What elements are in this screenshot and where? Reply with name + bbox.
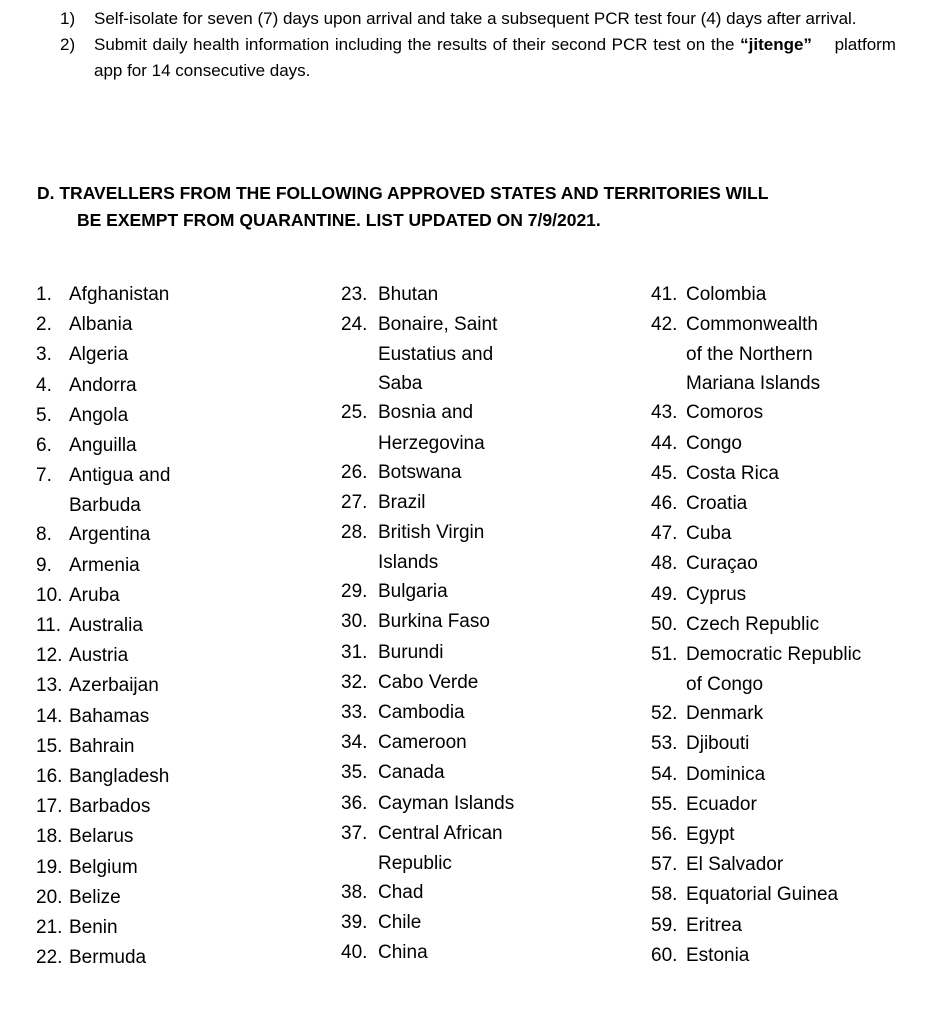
country-name-line: Central African — [378, 822, 503, 844]
country-list-item — [341, 819, 551, 878]
country-number: 58. — [651, 884, 678, 906]
country-name-line: El Salvador — [686, 854, 784, 876]
country-name-line: Eritrea — [686, 914, 742, 936]
country-number: 25. — [341, 402, 368, 424]
country-name-line: Barbados — [69, 796, 151, 818]
country-list-item — [341, 789, 551, 819]
country-list-item — [651, 549, 931, 579]
country-number: 6. — [36, 435, 52, 457]
country-number: 5. — [36, 404, 52, 426]
country-number: 39. — [341, 912, 368, 934]
country-name-line: Belize — [69, 886, 121, 908]
country-list-item — [651, 640, 931, 699]
country-name — [686, 941, 931, 971]
country-name-line: Bosnia and — [378, 402, 474, 424]
country-name — [69, 611, 316, 641]
country-number: 16. — [36, 766, 63, 788]
country-number: 35. — [341, 762, 368, 784]
country-name-line: Cabo Verde — [378, 671, 479, 693]
country-name — [686, 580, 931, 610]
country-list-item — [36, 883, 316, 913]
country-list-item — [341, 577, 551, 607]
country-name — [686, 820, 931, 850]
requirement-item — [60, 6, 896, 32]
country-name-continuation: Republic — [378, 853, 452, 875]
country-number: 23. — [341, 284, 368, 305]
country-number: 24. — [341, 314, 368, 336]
country-name-line: Commonwealth — [686, 314, 818, 336]
country-name — [69, 762, 316, 792]
country-name-line: Brazil — [378, 491, 426, 513]
country-name — [378, 280, 551, 310]
country-name — [686, 310, 931, 398]
country-name — [686, 459, 931, 489]
country-list-item — [341, 638, 551, 668]
country-name — [378, 698, 551, 728]
country-name-line: Colombia — [686, 284, 767, 305]
country-name — [686, 549, 931, 579]
country-list-item — [651, 790, 931, 820]
country-number: 57. — [651, 854, 678, 876]
country-name-line: Bermuda — [69, 947, 147, 969]
country-number: 19. — [36, 856, 63, 878]
country-name — [69, 581, 316, 611]
country-name — [378, 458, 551, 488]
country-name-line: Bulgaria — [378, 581, 448, 603]
requirement-item — [60, 32, 896, 84]
country-list-item — [36, 913, 316, 943]
country-name — [378, 518, 551, 577]
country-number: 51. — [651, 644, 678, 666]
country-list-item — [651, 580, 931, 610]
country-name-line: Croatia — [686, 493, 748, 515]
requirement-number: 2) — [60, 35, 76, 54]
country-name — [69, 551, 316, 581]
country-number: 7. — [36, 465, 52, 487]
country-name-line: Albania — [69, 314, 133, 336]
country-name — [69, 310, 316, 340]
country-name — [69, 520, 316, 550]
country-name-line: Burkina Faso — [378, 611, 490, 633]
country-list-item — [651, 489, 931, 519]
country-number: 43. — [651, 402, 678, 424]
country-name-line: Djibouti — [686, 733, 750, 755]
country-name — [686, 699, 931, 729]
app-name: “jitenge” — [740, 35, 812, 54]
country-name-continuation: of the Northern — [686, 344, 813, 366]
country-number: 53. — [651, 733, 678, 755]
country-number: 12. — [36, 645, 63, 667]
country-name-line: China — [378, 942, 428, 964]
country-name — [686, 610, 931, 640]
country-number: 17. — [36, 796, 63, 818]
country-number: 2. — [36, 314, 52, 336]
country-list-item — [36, 822, 316, 852]
country-list-item — [341, 280, 551, 310]
country-list-item — [36, 401, 316, 431]
country-name-line: Benin — [69, 917, 118, 939]
country-name — [378, 638, 551, 668]
country-name — [686, 850, 931, 880]
country-name — [69, 732, 316, 762]
country-name — [69, 702, 316, 732]
country-name — [378, 938, 551, 968]
country-list-item — [341, 488, 551, 518]
country-name-continuation: Barbuda — [69, 495, 141, 517]
country-name-line: Austria — [69, 645, 129, 667]
country-name — [69, 431, 316, 461]
country-name-line: Argentina — [69, 524, 151, 546]
country-list-item — [341, 908, 551, 938]
country-list-item — [36, 280, 316, 310]
country-list-item — [651, 850, 931, 880]
country-name — [69, 671, 316, 701]
section-heading — [37, 180, 897, 234]
country-name-line: Ecuador — [686, 793, 757, 815]
country-name-line: Belarus — [69, 826, 134, 848]
country-number: 15. — [36, 735, 63, 757]
country-list-item — [36, 792, 316, 822]
country-name-line: Cyprus — [686, 583, 747, 605]
requirement-text-part: Submit daily health information including the results of their second PCR test on the — [94, 35, 735, 54]
country-name-continuation: Mariana Islands — [686, 373, 821, 395]
country-name — [69, 371, 316, 401]
country-name — [69, 913, 316, 943]
country-name-line: Bhutan — [378, 284, 439, 305]
country-name — [686, 398, 931, 428]
country-name — [69, 943, 316, 973]
country-list-item — [651, 941, 931, 971]
country-number: 56. — [651, 824, 678, 846]
country-number: 54. — [651, 763, 678, 785]
country-number: 13. — [36, 675, 63, 697]
country-number: 22. — [36, 947, 63, 969]
country-number: 32. — [341, 671, 368, 693]
requirement-text: Self-isolate for seven (7) days upon arrival and take a subsequent PCR test four (4) days after arrival. — [94, 9, 857, 28]
country-list-item — [651, 459, 931, 489]
country-list-column-1 — [36, 280, 316, 973]
country-name — [69, 853, 316, 883]
country-list-item — [341, 398, 551, 457]
country-list-item — [36, 762, 316, 792]
country-name — [378, 819, 551, 878]
country-name-line: Cuba — [686, 523, 732, 545]
requirement-text — [94, 32, 896, 84]
country-name — [686, 280, 931, 310]
country-list-item — [341, 607, 551, 637]
country-number: 9. — [36, 554, 52, 576]
country-number: 45. — [651, 462, 678, 484]
country-name — [686, 489, 931, 519]
country-list-item — [36, 461, 316, 520]
country-list-item — [651, 729, 931, 759]
country-list-item — [341, 458, 551, 488]
country-name — [378, 728, 551, 758]
country-list-column-3 — [651, 280, 931, 971]
country-name-line: Equatorial Guinea — [686, 884, 839, 906]
requirement-text-part: platform app for 14 consecutive days. — [94, 35, 896, 80]
country-number: 31. — [341, 641, 368, 663]
country-number: 59. — [651, 914, 678, 936]
country-list-item — [341, 518, 551, 577]
country-name-line: Armenia — [69, 554, 140, 576]
country-number: 11. — [36, 615, 62, 637]
country-name-line: Bahamas — [69, 705, 150, 727]
country-name-line: Cambodia — [378, 702, 465, 724]
country-name-line: Canada — [378, 762, 445, 784]
country-name-line: British Virgin — [378, 522, 485, 544]
country-number: 38. — [341, 882, 368, 904]
country-list-item — [36, 641, 316, 671]
country-number: 28. — [341, 522, 368, 544]
country-number: 1. — [36, 284, 52, 305]
country-list-item — [36, 431, 316, 461]
country-name — [686, 790, 931, 820]
country-name — [686, 760, 931, 790]
country-name — [69, 461, 316, 520]
country-list-item — [341, 878, 551, 908]
country-name-line: Australia — [69, 615, 143, 637]
country-name — [686, 729, 931, 759]
country-list-item — [651, 911, 931, 941]
country-number: 52. — [651, 703, 678, 725]
country-list-item — [341, 668, 551, 698]
country-list-item — [651, 429, 931, 459]
country-list-item — [36, 732, 316, 762]
country-name-line: Botswana — [378, 461, 462, 483]
country-name — [378, 607, 551, 637]
requirements-list — [60, 6, 896, 84]
country-list-item — [36, 340, 316, 370]
country-number: 41. — [651, 284, 678, 305]
country-name — [378, 789, 551, 819]
country-number: 60. — [651, 944, 678, 966]
country-name-line: Afghanistan — [69, 284, 170, 305]
country-number: 50. — [651, 613, 678, 635]
requirement-number: 1) — [60, 9, 76, 28]
country-name-line: Chad — [378, 882, 424, 904]
country-number: 37. — [341, 822, 368, 844]
country-name-continuation: of Congo — [686, 674, 764, 696]
country-number: 21. — [36, 917, 63, 939]
country-name-line: Chile — [378, 912, 422, 934]
country-number: 18. — [36, 826, 63, 848]
country-name — [686, 429, 931, 459]
country-name — [686, 911, 931, 941]
country-number: 27. — [341, 491, 368, 513]
country-number: 20. — [36, 886, 63, 908]
country-name-line: Czech Republic — [686, 613, 820, 635]
country-list-item — [341, 938, 551, 968]
country-name-line: Antigua and — [69, 465, 171, 487]
country-name-continuation: Saba — [378, 373, 423, 395]
country-name — [69, 641, 316, 671]
country-name-line: Estonia — [686, 944, 750, 966]
country-number: 48. — [651, 553, 678, 575]
country-list-item — [341, 758, 551, 788]
country-number: 30. — [341, 611, 368, 633]
country-number: 36. — [341, 792, 368, 814]
country-list-item — [36, 611, 316, 641]
country-list-item — [36, 310, 316, 340]
country-name — [378, 758, 551, 788]
country-name-line: Democratic Republic — [686, 644, 862, 666]
country-list-item — [341, 310, 551, 398]
country-name-line: Curaçao — [686, 553, 758, 575]
country-list-item — [36, 371, 316, 401]
country-name — [378, 908, 551, 938]
section-heading-line-2: BE EXEMPT FROM QUARANTINE. LIST UPDATED ON 7/9/2021. — [77, 210, 601, 230]
country-number: 42. — [651, 314, 678, 336]
country-number: 34. — [341, 732, 368, 754]
country-name-line: Bonaire, Saint — [378, 314, 498, 336]
country-number: 10. — [36, 584, 63, 606]
country-name-line: Angola — [69, 404, 129, 426]
country-name-line: Denmark — [686, 703, 764, 725]
country-number: 29. — [341, 581, 368, 603]
country-name-line: Algeria — [69, 344, 129, 366]
country-name-continuation: Islands — [378, 552, 439, 574]
country-name-line: Congo — [686, 432, 742, 454]
country-name-line: Bangladesh — [69, 766, 170, 788]
country-list-item — [651, 610, 931, 640]
country-name-line: Andorra — [69, 374, 137, 396]
country-name-line: Cayman Islands — [378, 792, 515, 814]
country-number: 3. — [36, 344, 52, 366]
country-name-line: Belgium — [69, 856, 138, 878]
country-name-line: Dominica — [686, 763, 766, 785]
country-number: 14. — [36, 705, 63, 727]
country-name-continuation: Herzegovina — [378, 432, 485, 454]
country-number: 44. — [651, 432, 678, 454]
country-name-line: Cameroon — [378, 732, 467, 754]
country-list-item — [651, 820, 931, 850]
country-name-line: Bahrain — [69, 735, 135, 757]
country-name — [69, 792, 316, 822]
country-name — [378, 398, 551, 457]
country-number: 26. — [341, 461, 368, 483]
country-list-item — [36, 581, 316, 611]
country-number: 33. — [341, 702, 368, 724]
country-list-item — [36, 943, 316, 973]
country-name — [686, 880, 931, 910]
country-number: 8. — [36, 524, 52, 546]
country-list-item — [651, 519, 931, 549]
country-list-item — [651, 880, 931, 910]
country-list-item — [651, 699, 931, 729]
country-list-item — [341, 728, 551, 758]
country-name-line: Costa Rica — [686, 462, 779, 484]
country-list-item — [36, 853, 316, 883]
country-list-item — [36, 702, 316, 732]
country-name — [686, 519, 931, 549]
country-list-column-2 — [341, 280, 551, 969]
country-number: 49. — [651, 583, 678, 605]
country-name — [378, 310, 551, 398]
country-name — [69, 340, 316, 370]
country-name-line: Anguilla — [69, 435, 137, 457]
country-number: 55. — [651, 793, 678, 815]
country-number: 46. — [651, 493, 678, 515]
country-list-item — [36, 551, 316, 581]
country-list-item — [651, 398, 931, 428]
country-name — [69, 883, 316, 913]
country-name-line: Burundi — [378, 641, 444, 663]
country-list-item — [341, 698, 551, 728]
country-name — [69, 401, 316, 431]
country-name-line: Comoros — [686, 402, 764, 424]
country-list-item — [651, 310, 931, 398]
country-list-item — [36, 520, 316, 550]
country-name-line: Egypt — [686, 824, 735, 846]
country-name — [686, 640, 931, 699]
country-list-item — [651, 760, 931, 790]
country-list-item — [651, 280, 931, 310]
country-name — [378, 878, 551, 908]
country-number: 40. — [341, 942, 368, 964]
section-heading-line-1: D. TRAVELLERS FROM THE FOLLOWING APPROVED STATES AND TERRITORIES WILL — [37, 183, 769, 203]
country-name-line: Aruba — [69, 584, 120, 606]
country-name — [69, 822, 316, 852]
country-name — [378, 577, 551, 607]
country-name — [378, 668, 551, 698]
country-list-item — [36, 671, 316, 701]
country-number: 4. — [36, 374, 52, 396]
country-number: 47. — [651, 523, 678, 545]
country-name-line: Azerbaijan — [69, 675, 159, 697]
country-name — [69, 280, 316, 310]
country-name — [378, 488, 551, 518]
country-name-continuation: Eustatius and — [378, 344, 494, 366]
